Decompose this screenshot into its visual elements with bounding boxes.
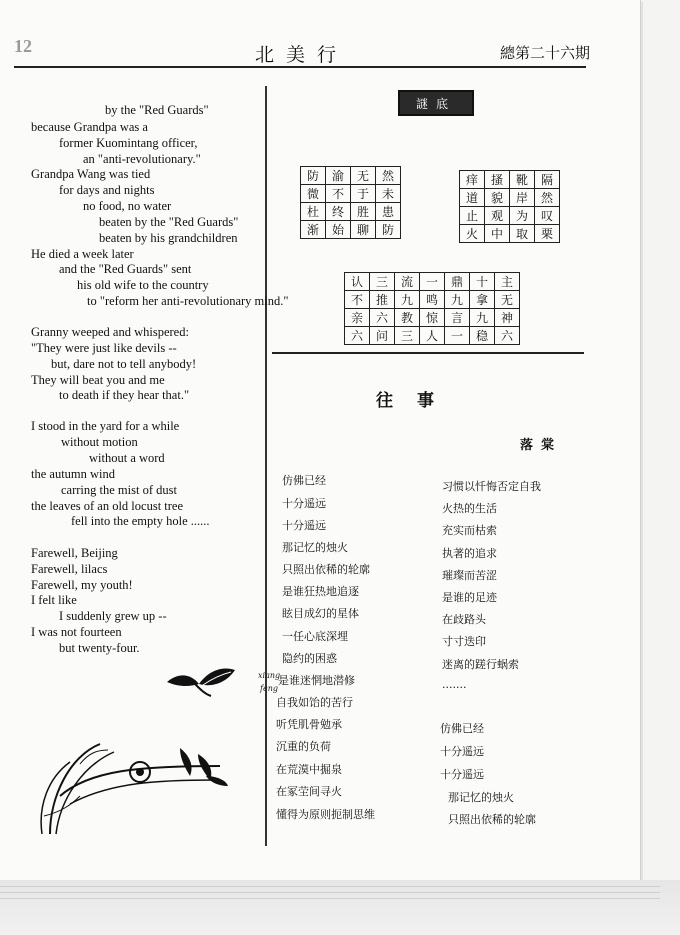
grid-cell: 止 bbox=[460, 207, 485, 225]
grid-cell: 微 bbox=[301, 185, 326, 203]
grid-cell: 稳 bbox=[470, 327, 495, 345]
page-edge-line bbox=[0, 886, 660, 887]
riddle-grid-2 bbox=[459, 170, 560, 243]
poem-line: Farewell, Beijing bbox=[31, 546, 118, 560]
grid-cell: 观 bbox=[485, 207, 510, 225]
poem-line: 沉重的负荷 bbox=[276, 740, 331, 753]
poem-line: Farewell, lilacs bbox=[31, 562, 108, 576]
grid-cell: 搔 bbox=[485, 171, 510, 189]
grid-cell: 痒 bbox=[460, 171, 485, 189]
grid-cell: 聊 bbox=[351, 221, 376, 239]
grid-row bbox=[460, 207, 560, 225]
poem-line: the autumn wind bbox=[31, 467, 116, 481]
grid-cell: 然 bbox=[535, 189, 560, 207]
grid-row bbox=[301, 167, 401, 185]
poem-line: 是谁的足迹 bbox=[442, 591, 497, 604]
poem-line: He died a week later bbox=[31, 247, 134, 261]
riddle-banner-text: 謎底 bbox=[415, 96, 456, 111]
grid-cell: 防 bbox=[376, 221, 401, 239]
grid-cell: 不 bbox=[326, 185, 351, 203]
poem-line: ....... bbox=[442, 678, 467, 691]
grid-cell: 栗 bbox=[535, 225, 560, 243]
leaf-ornament bbox=[165, 664, 237, 698]
poem-line: 璀璨而苦涩 bbox=[442, 569, 497, 582]
grid-cell: 中 bbox=[485, 225, 510, 243]
page-edge-line bbox=[0, 898, 660, 899]
grid-cell: 教 bbox=[395, 309, 420, 327]
grid-cell: 无 bbox=[351, 167, 376, 185]
poem-line: and the "Red Guards" sent bbox=[59, 262, 192, 276]
poem-line: Farewell, my youth! bbox=[31, 578, 133, 592]
grid-cell: 神 bbox=[495, 309, 520, 327]
grid-cell: 一 bbox=[445, 327, 470, 345]
poem-author: 落棠 bbox=[520, 438, 563, 453]
poem-line: 自我如饴的苦行 bbox=[276, 696, 353, 709]
riddle-grid-1 bbox=[300, 166, 401, 239]
grid-cell: 认 bbox=[345, 273, 370, 291]
grid-cell: 九 bbox=[445, 291, 470, 309]
poem-line: 在冢茔间寻火 bbox=[276, 785, 342, 798]
grid-row bbox=[460, 171, 560, 189]
grid-cell: 然 bbox=[376, 167, 401, 185]
grid-cell: 三 bbox=[370, 273, 395, 291]
poem-line: Grandpa Wang was tied bbox=[31, 167, 151, 181]
section-rule bbox=[272, 352, 584, 354]
grid-cell: 人 bbox=[420, 327, 445, 345]
grid-cell: 拿 bbox=[470, 291, 495, 309]
page-edge-line bbox=[0, 892, 660, 893]
poem-line: I was not fourteen bbox=[31, 625, 122, 639]
poem-line: without a word bbox=[89, 451, 165, 465]
poem-line: by the "Red Guards" bbox=[105, 103, 209, 117]
poem-line: 听凭肌骨勉承 bbox=[276, 718, 342, 731]
poem-line: 在荒漠中掘泉 bbox=[276, 763, 342, 776]
grid-cell: 火 bbox=[460, 225, 485, 243]
poem-line: 眩目成幻的星体 bbox=[282, 607, 359, 620]
poem-line: because Grandpa was a bbox=[31, 120, 148, 134]
poem-line: I suddenly grew up -- bbox=[59, 609, 167, 623]
magazine-title: 北美行 bbox=[255, 44, 349, 66]
grid-cell: 终 bbox=[326, 203, 351, 221]
poem-line: 隐约的困惑 bbox=[282, 652, 337, 665]
header-rule bbox=[14, 66, 586, 68]
grid-row bbox=[345, 291, 520, 309]
poem-line: the leaves of an old locust tree bbox=[31, 499, 184, 513]
poem-line: I stood in the yard for a while bbox=[31, 419, 180, 433]
grid-row bbox=[460, 189, 560, 207]
grid-row bbox=[301, 221, 401, 239]
poem-line: beaten by the "Red Guards" bbox=[99, 215, 239, 229]
grid-cell: 防 bbox=[301, 167, 326, 185]
grid-cell: 惊 bbox=[420, 309, 445, 327]
grid-cell: 取 bbox=[510, 225, 535, 243]
grid-cell: 叹 bbox=[535, 207, 560, 225]
poem-line: 十分遥远 bbox=[282, 519, 326, 532]
grid-row bbox=[460, 225, 560, 243]
poem-line: 懂得为原则扼制思维 bbox=[276, 808, 375, 821]
poem-line: to "reform her anti-revolutionary mind." bbox=[87, 294, 289, 308]
poem-line: but, dare not to tell anybody! bbox=[51, 357, 197, 371]
grid-row bbox=[345, 273, 520, 291]
poem-line: former Kuomintang officer, bbox=[59, 136, 198, 150]
poem-title: 往事 bbox=[376, 391, 458, 411]
riddle-answer-banner bbox=[398, 90, 474, 116]
grid-cell: 不 bbox=[345, 291, 370, 309]
poem-line: I felt like bbox=[31, 593, 77, 607]
grid-cell: 道 bbox=[460, 189, 485, 207]
grid-cell: 问 bbox=[370, 327, 395, 345]
column-divider bbox=[265, 86, 267, 846]
poem-line: no food, no water bbox=[83, 199, 172, 213]
grid-row bbox=[345, 309, 520, 327]
grid-cell: 三 bbox=[395, 327, 420, 345]
poem-line: to death if they hear that." bbox=[59, 388, 190, 402]
grid-cell: 靴 bbox=[510, 171, 535, 189]
grid-cell: 胜 bbox=[351, 203, 376, 221]
poem-line: They will beat you and me bbox=[31, 373, 165, 387]
page-number: 12 bbox=[14, 36, 32, 56]
riddle-grid-3 bbox=[344, 272, 520, 345]
poem-line: 那记忆的烛火 bbox=[448, 791, 514, 804]
poem-line: 仿佛已经 bbox=[282, 474, 326, 487]
grid-cell: 言 bbox=[445, 309, 470, 327]
poem-line: without motion bbox=[61, 435, 138, 449]
grid-cell: 九 bbox=[470, 309, 495, 327]
poem-line: 只照出依稀的轮廓 bbox=[282, 563, 370, 576]
poem-line: 执著的追求 bbox=[442, 547, 497, 560]
grid-cell: 六 bbox=[495, 327, 520, 345]
poem-line: an "anti-revolutionary." bbox=[83, 152, 201, 166]
grid-cell: 一 bbox=[420, 273, 445, 291]
grid-cell: 始 bbox=[326, 221, 351, 239]
floral-ornament bbox=[30, 726, 230, 838]
handwritten-note: feng bbox=[260, 684, 278, 693]
grid-row bbox=[301, 185, 401, 203]
poem-line: 充实而枯索 bbox=[442, 524, 497, 537]
poem-line: but twenty-four. bbox=[59, 641, 140, 655]
poem-line: fell into the empty hole ...... bbox=[71, 514, 210, 528]
grid-cell: 十 bbox=[470, 273, 495, 291]
grid-cell: 于 bbox=[351, 185, 376, 203]
grid-cell: 六 bbox=[345, 327, 370, 345]
poem-line: 一任心底深埋 bbox=[282, 630, 348, 643]
grid-cell: 患 bbox=[376, 203, 401, 221]
grid-row bbox=[301, 203, 401, 221]
grid-cell: 亲 bbox=[345, 309, 370, 327]
grid-cell: 推 bbox=[370, 291, 395, 309]
grid-cell: 渐 bbox=[301, 221, 326, 239]
issue-number: 總第二十六期 bbox=[500, 44, 591, 62]
grid-cell: 杜 bbox=[301, 203, 326, 221]
poem-line: carring the mist of dust bbox=[61, 483, 177, 497]
poem-line: 那记忆的烛火 bbox=[282, 541, 348, 554]
poem-line: 是谁迷惘地潜修 bbox=[278, 674, 355, 687]
grid-cell: 岸 bbox=[510, 189, 535, 207]
poem-line: 寸寸迭印 bbox=[442, 635, 486, 648]
page-edge-shadow bbox=[0, 880, 680, 935]
grid-cell: 渝 bbox=[326, 167, 351, 185]
poem-line: 在歧路头 bbox=[442, 613, 486, 626]
poem-line: his old wife to the country bbox=[77, 278, 209, 292]
handwritten-note: xiang bbox=[258, 671, 281, 680]
poem-line: 只照出依稀的轮廓 bbox=[448, 813, 536, 826]
grid-cell: 为 bbox=[510, 207, 535, 225]
poem-line: 十分遥远 bbox=[282, 497, 326, 510]
grid-cell: 九 bbox=[395, 291, 420, 309]
grid-cell: 鸣 bbox=[420, 291, 445, 309]
grid-cell: 未 bbox=[376, 185, 401, 203]
poem-line: beaten by his grandchildren bbox=[99, 231, 238, 245]
grid-cell: 六 bbox=[370, 309, 395, 327]
poem-line: for days and nights bbox=[59, 183, 155, 197]
poem-line: 是谁狂热地追逐 bbox=[282, 585, 359, 598]
poem-line: Granny weeped and whispered: bbox=[31, 325, 189, 339]
poem-line: 火热的生活 bbox=[442, 502, 497, 515]
poem-line: 仿佛已经 bbox=[440, 722, 484, 735]
grid-cell: 隔 bbox=[535, 171, 560, 189]
grid-cell: 主 bbox=[495, 273, 520, 291]
poem-line: 迷离的蹉行蜗索 bbox=[442, 658, 519, 671]
grid-cell: 貌 bbox=[485, 189, 510, 207]
grid-cell: 流 bbox=[395, 273, 420, 291]
poem-line: 习惯以忏悔否定自我 bbox=[442, 480, 541, 493]
grid-row bbox=[345, 327, 520, 345]
poem-line: 十分遥远 bbox=[440, 745, 484, 758]
poem-line: "They were just like devils -- bbox=[31, 341, 177, 355]
grid-cell: 无 bbox=[495, 291, 520, 309]
grid-cell: 鼎 bbox=[445, 273, 470, 291]
poem-line: 十分遥远 bbox=[440, 768, 484, 781]
